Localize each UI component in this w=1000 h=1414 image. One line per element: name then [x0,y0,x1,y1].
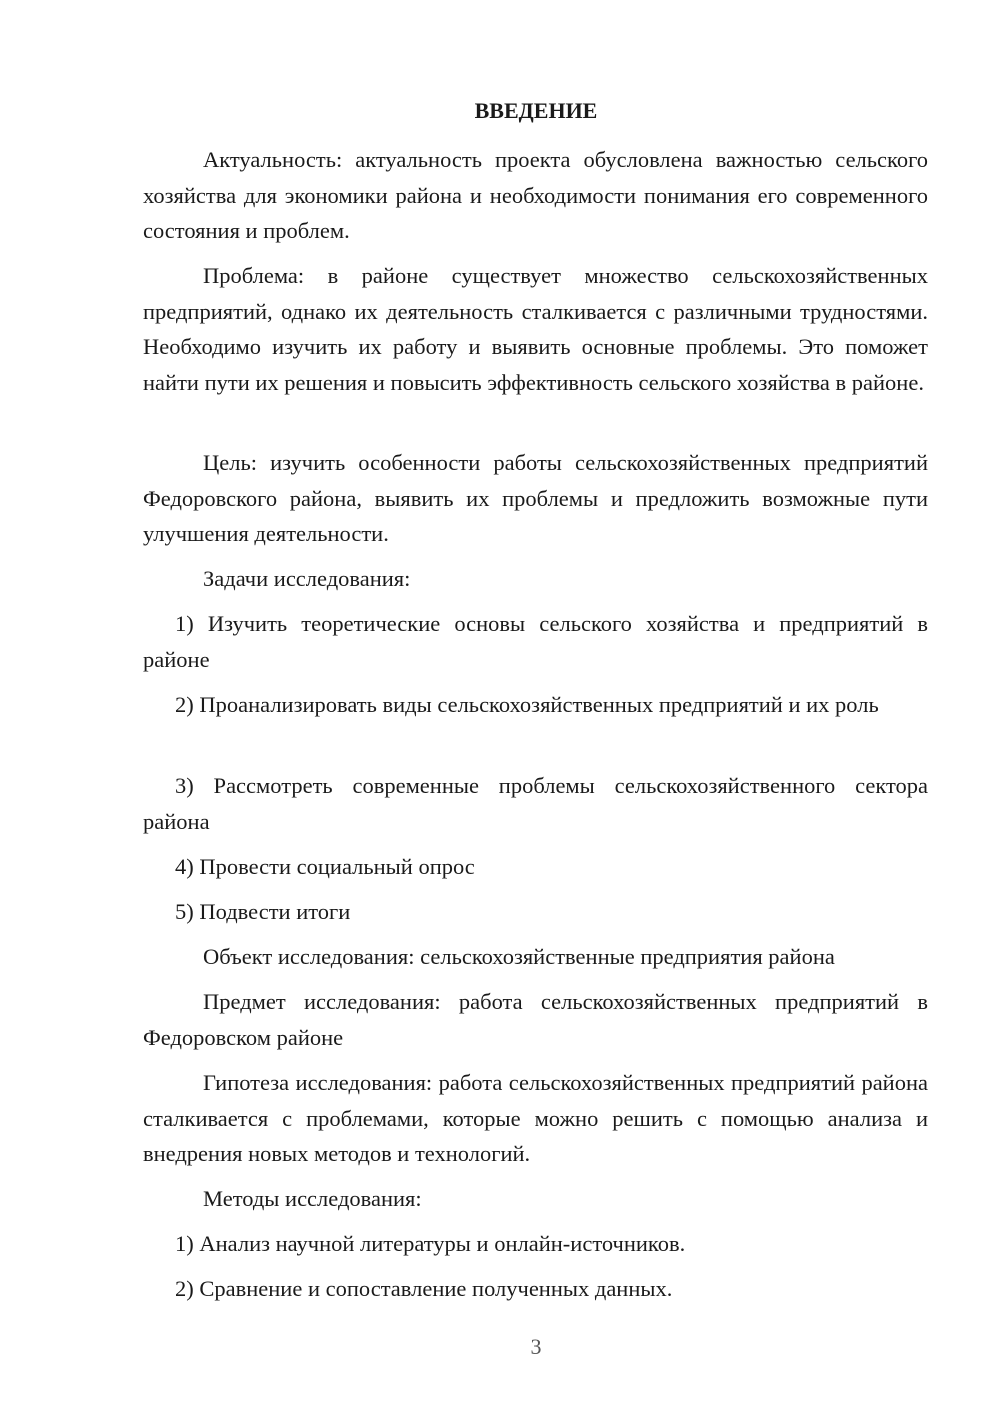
paragraph-tasks-heading: Задачи исследования: [203,566,411,591]
page-title: ВВЕДЕНИЕ [474,98,598,123]
paragraph-subject: Предмет исследования: работа сельскохозяйственных предприятий в Федоровском районе [143,989,928,1050]
page-number: 3 [530,1334,542,1359]
list-item-task-5: 5) Подвести итоги [175,899,351,924]
list-item-method-1: 1) Анализ научной литературы и онлайн-источников. [175,1231,686,1256]
list-item-method-2: 2) Сравнение и сопоставление полученных данных. [175,1276,673,1301]
paragraph-methods-heading: Методы исследования: [203,1186,422,1211]
paragraph-goal: Цель: изучить особенности работы сельскохозяйственных предприятий Федоровского района, выявить их проблемы и предложить возможные пути улучшения деятельности. [143,450,928,546]
paragraph-hypothesis: Гипотеза исследования: работа сельскохозяйственных предприятий района сталкивается с проблемами, которые можно решить с помощью анализа и внедрения новых методов и технологий. [143,1070,928,1166]
list-item-task-3: 3) Рассмотреть современные проблемы сельскохозяйственного сектора района [143,773,928,834]
paragraph-relevance: Актуальность: актуальность проекта обусловлена важностью сельского хозяйства для экономики района и необходимости понимания его современного состояния и проблем. [143,147,928,243]
paragraph-problem: Проблема: в районе существует множество сельскохозяйственных предприятий, однако их деятельность сталкивается с различными трудностями. Необходимо изучить их работу и выявить основные проблемы. Это поможет найти пути их решения и повысить эффективность сельского хозяйства в районе. [143,263,928,395]
paragraph-object: Объект исследования: сельскохозяйственные предприятия района [203,944,835,969]
list-item-task-2: 2) Проанализировать виды сельскохозяйственных предприятий и их роль [175,692,879,717]
list-item-task-4: 4) Провести социальный опрос [175,854,475,879]
list-item-task-1: 1) Изучить теоретические основы сельского хозяйства и предприятий в районе [143,611,928,672]
